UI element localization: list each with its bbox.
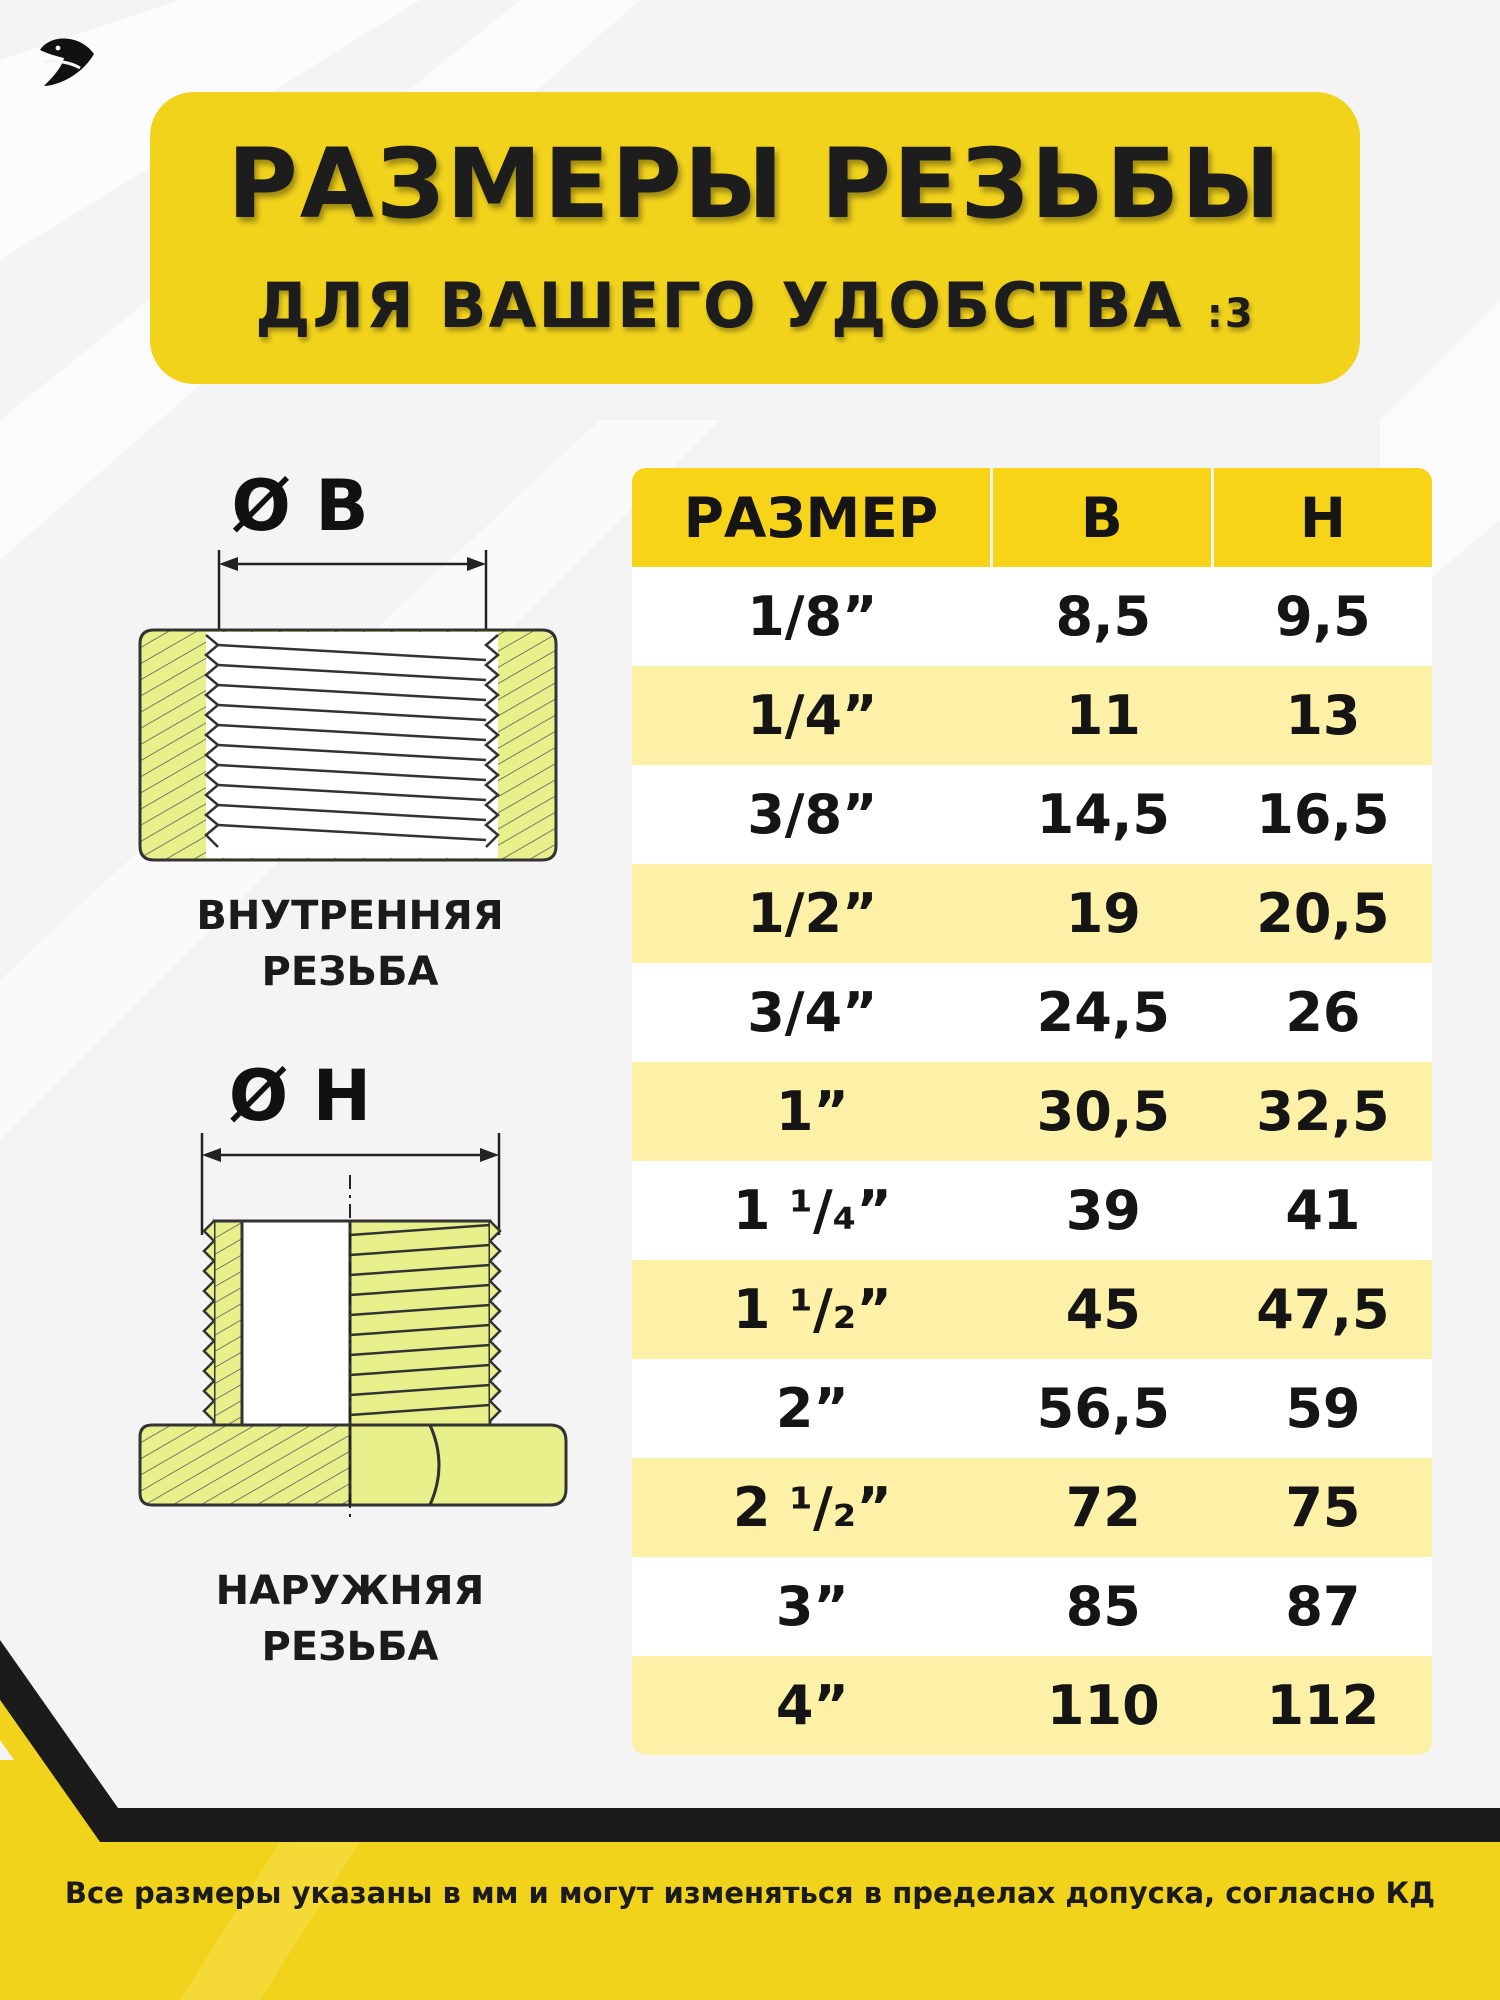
h-cell: 112 [1214,1656,1432,1755]
size-cell: 1/4” [632,666,993,765]
h-cell: 59 [1214,1359,1432,1458]
header-size: РАЗМЕР [632,468,993,567]
table-row [632,1062,1432,1161]
size-cell: 3” [632,1557,993,1656]
b-cell: 72 [993,1458,1214,1557]
table-row [632,666,1432,765]
b-cell: 39 [993,1161,1214,1260]
b-cell: 30,5 [993,1062,1214,1161]
table-row [632,567,1432,666]
internal-thread-diagram [130,540,580,880]
external-caption-line2: РЕЗЬБА [261,1624,439,1670]
h-cell: 75 [1214,1458,1432,1557]
size-cell: 1 ¹/₂” [632,1260,993,1359]
size-cell: 3/4” [632,963,993,1062]
brand-logo-icon [36,28,98,90]
b-cell: 45 [993,1260,1214,1359]
h-cell: 87 [1214,1557,1432,1656]
thread-sizes-table [632,468,1432,1755]
table-header-row [632,468,1432,567]
table-row [632,1458,1432,1557]
size-cell: 4” [632,1656,993,1755]
table-row [632,1656,1432,1755]
smiley-text: :3 [1206,291,1255,337]
h-cell: 41 [1214,1161,1432,1260]
b-cell: 14,5 [993,765,1214,864]
page-subtitle [150,269,1360,342]
b-cell: 24,5 [993,963,1214,1062]
size-cell: 1/2” [632,864,993,963]
size-cell: 2 ¹/₂” [632,1458,993,1557]
size-cell: 1 ¹/₄” [632,1161,993,1260]
b-cell: 8,5 [993,567,1214,666]
table-row [632,1557,1432,1656]
footer-note: Все размеры указаны в мм и могут изменяться в пределах допуска, согласно КД [64,1876,1436,1910]
h-cell: 13 [1214,666,1432,765]
external-thread-diagram [130,1125,580,1525]
h-cell: 26 [1214,963,1432,1062]
b-cell: 11 [993,666,1214,765]
b-cell: 56,5 [993,1359,1214,1458]
table-row [632,1161,1432,1260]
header-banner [150,92,1360,384]
table-row [632,1359,1432,1458]
size-cell: 1” [632,1062,993,1161]
internal-caption-line1: ВНУТРЕННЯЯ [196,893,504,939]
table-row [632,864,1432,963]
h-cell: 47,5 [1214,1260,1432,1359]
size-cell: 3/8” [632,765,993,864]
table-row [632,765,1432,864]
page-title: РАЗМЕРЫ РЕЗЬБЫ [227,128,1283,240]
header-b: B [993,468,1214,567]
b-cell: 85 [993,1557,1214,1656]
h-cell: 9,5 [1214,567,1432,666]
size-cell: 1/8” [632,567,993,666]
b-cell: 110 [993,1656,1214,1755]
b-cell: 19 [993,864,1214,963]
h-cell: 16,5 [1214,765,1432,864]
table-row [632,1260,1432,1359]
h-cell: 32,5 [1214,1062,1432,1161]
h-cell: 20,5 [1214,864,1432,963]
table-row [632,963,1432,1062]
header-h: H [1214,468,1432,567]
subtitle-text: ДЛЯ ВАШЕГО УДОБСТВА [255,269,1184,342]
external-thread-caption [140,1563,560,1675]
external-caption-line1: НАРУЖНЯЯ [215,1568,485,1614]
internal-caption-line2: РЕЗЬБА [261,949,439,995]
size-cell: 2” [632,1359,993,1458]
external-diameter-label: Ø H [228,1055,372,1137]
internal-thread-caption [140,888,560,1000]
internal-diameter-label: Ø B [231,465,369,547]
